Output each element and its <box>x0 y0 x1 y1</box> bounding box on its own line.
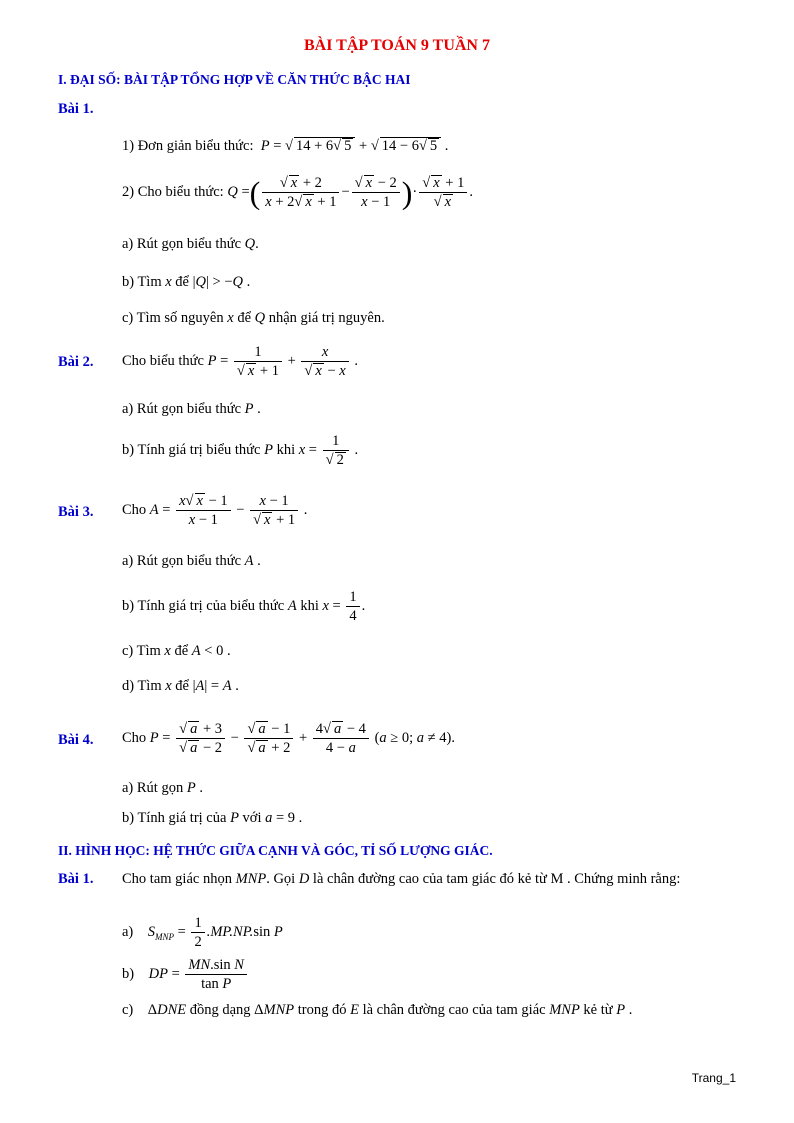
exercise-2-statement <box>122 343 358 380</box>
question-text: a) Rút gọn biểu thức <box>122 236 242 252</box>
question-text: khi <box>300 597 319 614</box>
question-text: b) Tính giá trị của biểu thức <box>122 598 285 615</box>
question-text: khi <box>276 441 296 458</box>
exercise-1-b: b) Tìm x để |Q| > −Q . <box>122 274 251 290</box>
question-text: trong đó <box>297 1002 347 1018</box>
section-heading-geometry: II. HÌNH HỌC: HỆ THỨC GIỮA CẠNH VÀ GÓC, TỈ SỐ LƯỢNG GIÁC. <box>58 843 493 858</box>
exercise-3-b: b) Tính giá trị của biểu thức A khi x = $\frac{1}{4}$ . <box>122 589 366 625</box>
question-text: kẻ từ <box>583 1002 613 1018</box>
question-text: c) Tìm số nguyên <box>122 310 224 326</box>
question-text: a) Rút gọn biểu thức <box>122 553 242 569</box>
formula: P = $\frac{1}{√ x + 1}$ + $\frac{x}{√ x - x}$ . <box>207 344 358 380</box>
question-text: . Gọi <box>266 871 296 887</box>
question-text: b) Tính giá trị biểu thức <box>122 442 261 459</box>
question-text: 2) Cho biểu thức: <box>122 184 224 201</box>
question-text: đồng dạng <box>189 1002 251 1018</box>
question-text: a) Rút gọn biểu thức <box>122 401 242 417</box>
question-text: a) <box>122 924 134 941</box>
question-text: là chân đường cao của tam giác đó kẻ từ M . Chứng minh rằng: <box>312 871 681 887</box>
exercise-1-a: a) Rút gọn biểu thức Q. <box>122 236 259 252</box>
geometry-1-a: a) $S_{MNP}$ = $\frac{1}{2}$ .MP.NP.sin P <box>122 915 283 951</box>
page-title: BÀI TẬP TOÁN 9 TUẦN 7 <box>304 37 490 54</box>
question-text: để <box>174 643 189 659</box>
question-text: d) Tìm <box>122 678 162 694</box>
exercise-1-c: c) Tìm số nguyên x để Q nhận giá trị nguyên. <box>122 310 385 326</box>
question-text: b) <box>122 966 135 983</box>
exercise-4-b: b) Tính giá trị của P với a = 9 . <box>122 810 303 826</box>
question-text: b) Tìm <box>122 274 162 290</box>
question-text: Cho <box>122 502 147 519</box>
exercise-3-c: c) Tìm x để A < 0 . <box>122 643 231 659</box>
question-text: Cho <box>122 730 147 747</box>
exercise-1-part-1 <box>122 137 448 155</box>
exercise-label: Bài 4. <box>58 732 94 748</box>
exercise-2-a: a) Rút gọn biểu thức P . <box>122 401 261 417</box>
geometry-1-c: c) ΔDNE đồng dạng ΔMNP trong đó E là chân đường cao của tam giác MNP kẻ từ P . <box>122 1002 633 1018</box>
question-text: c) Tìm <box>122 643 161 659</box>
formula: Q =( $\frac{√ x + 2}{x + 2√ x + 1}$ − $\frac{√ x - 2}{x - 1}$ )· $\frac{√ x + 1}{√ x}$ . <box>227 174 473 211</box>
question-text: Cho tam giác nhọn <box>122 871 232 887</box>
question-text: để <box>175 678 189 694</box>
exercise-4-statement <box>122 720 455 757</box>
exercise-label: Bài 3. <box>58 504 94 520</box>
question-text: c) <box>122 1002 134 1018</box>
exercise-3-d: d) Tìm x để |A| = A . <box>122 678 239 694</box>
formula: A = $\frac{x√ x - 1}{x - 1}$ − $\frac{x - 1}{√ x + 1}$ . <box>149 493 308 529</box>
question-text: a) Rút gọn <box>122 780 184 796</box>
question-text: để <box>237 310 251 326</box>
exercise-3-a: a) Rút gọn biểu thức A . <box>122 553 261 569</box>
question-text: nhận giá trị nguyên. <box>268 310 385 326</box>
geometry-1-statement: Cho tam giác nhọn MNP. Gọi D là chân đường cao của tam giác đó kẻ từ M . Chứng minh rằng: <box>122 871 681 887</box>
section-heading-algebra: I. ĐẠI SỐ: BÀI TẬP TỔNG HỢP VỀ CĂN THỨC BẬC HAI <box>58 72 411 87</box>
question-text: với <box>242 810 262 826</box>
formula: P = $\frac{√ a + 3}{√ a - 2}$ − $\frac{√ a - 1}{√ a + 2}$ + $\frac{4√ a - 4}{4 - a}$ (a ≥ 0; a ≠ 4). <box>149 721 455 757</box>
formula: P = √ 14 + 6√ 5 + √ 14 − 6√ 5 . <box>260 138 449 154</box>
question-text: b) Tính giá trị của <box>122 810 227 826</box>
exercise-2-b: b) Tính giá trị biểu thức P khi x = $\frac{1}{√ 2}$ . <box>122 433 359 469</box>
question-text: để <box>175 274 189 290</box>
question-text: 1) Đơn giản biểu thức: <box>122 138 254 154</box>
geometry-1-b: b) DP = $\frac{\text{MN.sin N}}{\text{tan P}}$ <box>122 956 249 993</box>
exercise-4-a: a) Rút gọn P . <box>122 780 203 796</box>
exercise-label: Bài 1. <box>58 871 94 887</box>
exercise-label: Bài 1. <box>58 101 94 117</box>
exercise-1-part-2 <box>122 174 473 211</box>
exercise-label: Bài 2. <box>58 354 94 370</box>
page-number: Trang_1 <box>691 1071 736 1085</box>
question-text: là chân đường cao của tam giác <box>362 1002 546 1018</box>
question-text: Cho biểu thức <box>122 353 204 370</box>
exercise-3-statement <box>122 492 307 529</box>
